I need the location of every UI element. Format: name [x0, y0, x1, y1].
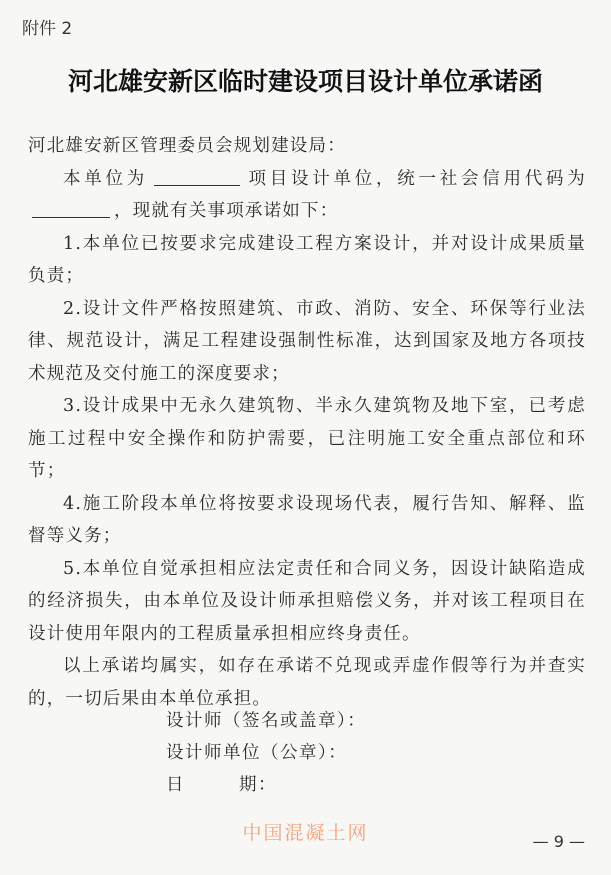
intro-text-3: ，现就有关事项承诺如下： [114, 201, 339, 221]
credit-code-blank[interactable] [32, 199, 110, 218]
commitment-item-2: 2.设计文件严格按照建筑、市政、消防、安全、环保等行业法律、规范设计，满足工程建设强制性标准，达到国家及地方各项技术规范及交付施工的深度要求； [28, 298, 586, 384]
addressee: 河北雄安新区管理委员会规划建设局： [28, 136, 346, 156]
site-watermark: 中国混凝土网 [242, 822, 369, 844]
date-label [166, 769, 366, 801]
document-title: 河北雄安新区临时建设项目设计单位承诺函 [67, 67, 543, 96]
commitment-item-4: 4.施工阶段本单位将按要求设现场代表，履行告知、解释、监督等义务； [28, 493, 586, 546]
date-label-left: 日 [166, 775, 185, 795]
unit-name-blank[interactable] [154, 167, 240, 186]
page-number: — 9 — [532, 832, 585, 851]
intro-text-2: 项目设计单位，统一社会信用代码为 [246, 168, 586, 189]
letter-body [28, 130, 586, 715]
signature-block [166, 705, 366, 801]
designer-unit-label: 设计师单位（公章）： [166, 743, 348, 763]
commitment-item-1: 1.本单位已按要求完成建设工程方案设计，并对设计成果质量负责； [28, 233, 586, 286]
commitment-item-5: 5.本单位自觉承担相应法定责任和合同义务，因设计缺陷造成的经济损失，由本单位及设计师承担赔偿义务，并对该工程项目在设计使用年限内的工程质量承担相应终身责任。 [28, 558, 586, 644]
attachment-label: 附件 2 [22, 19, 73, 39]
commitment-item-3: 3.设计成果中无永久建筑物、半永久建筑物及地下室，已考虑施工过程中安全操作和防护需要，已注明施工安全重点部位和环节； [28, 396, 586, 481]
closing-paragraph: 以上承诺均属实，如存在承诺不兑现或弄虚作假等行为并查实的，一切后果由本单位承担。 [28, 656, 586, 709]
date-label-right: 期： [239, 775, 277, 795]
intro-text-1: 本单位为 [63, 168, 148, 189]
intro-paragraph [28, 163, 586, 228]
designer-signature-label: 设计师（签名或盖章）： [166, 711, 367, 731]
